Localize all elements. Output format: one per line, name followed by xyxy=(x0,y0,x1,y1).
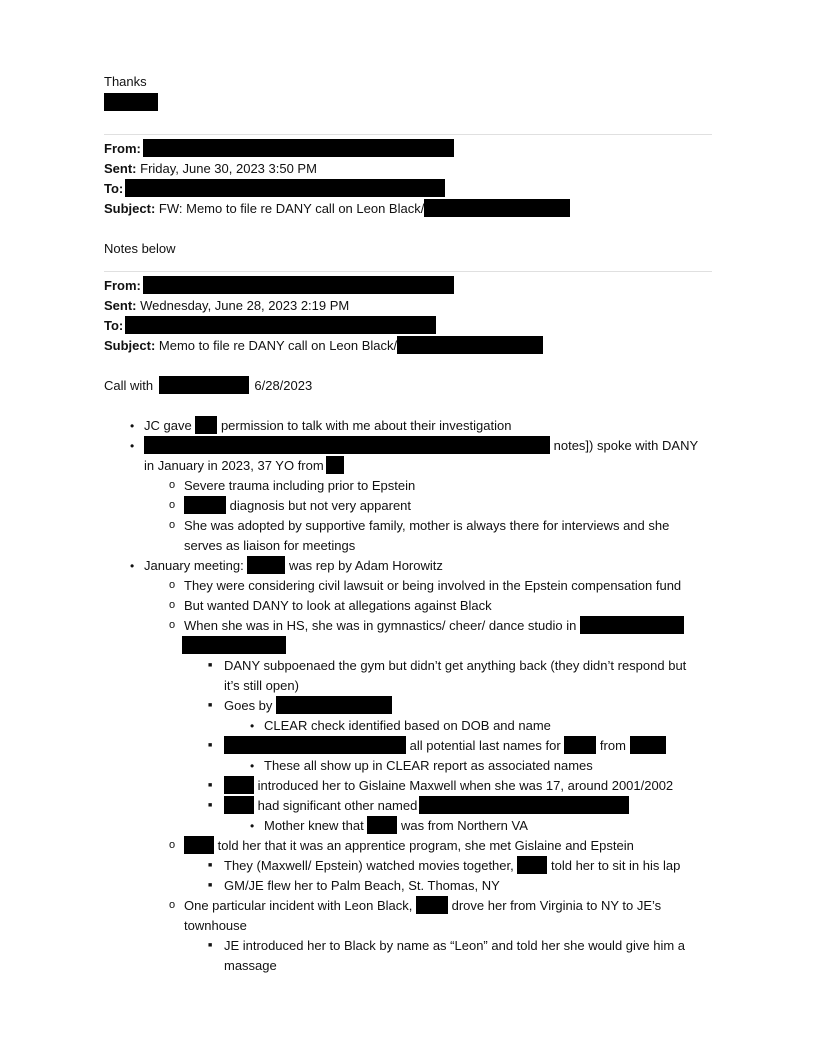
redaction xyxy=(144,436,550,454)
redaction xyxy=(184,496,226,514)
list-text: was rep by Adam Horowitz xyxy=(288,558,443,573)
list-item xyxy=(104,516,712,556)
list-item xyxy=(104,856,712,876)
list-item xyxy=(104,776,712,796)
redaction xyxy=(143,139,454,157)
list-text: was from Northern VA xyxy=(400,818,528,833)
sent-label: Sent: xyxy=(104,161,137,176)
to-label: To: xyxy=(104,181,124,196)
list-text: These all show up in CLEAR report as associated names xyxy=(264,758,593,773)
sent-value: Wednesday, June 28, 2023 2:19 PM xyxy=(140,298,350,313)
redaction xyxy=(517,856,547,874)
list-item xyxy=(104,416,712,436)
redaction xyxy=(182,636,286,654)
from-label: From: xyxy=(104,278,141,293)
email-body-text: Notes below xyxy=(104,241,176,256)
to-label: To: xyxy=(104,318,124,333)
redaction xyxy=(580,616,684,634)
list-text: They were considering civil lawsuit or being involved in the Epstein compensation fund xyxy=(184,578,682,593)
list-item xyxy=(104,696,712,716)
subject-label: Subject: xyxy=(104,201,156,216)
list-item xyxy=(104,816,712,836)
list-text: drove her from Virginia to NY to JE’s xyxy=(451,898,662,913)
list-item xyxy=(104,616,712,656)
list-text: She was adopted by supportive family, mother is always there for interviews and she xyxy=(184,518,670,533)
separator xyxy=(104,134,712,135)
redaction xyxy=(159,376,249,394)
list-item xyxy=(104,476,712,496)
email-header-2 xyxy=(104,276,712,356)
list-text: Goes by xyxy=(224,698,273,713)
redaction xyxy=(125,179,445,197)
list-text: Severe trauma including prior to Epstein xyxy=(184,478,416,493)
list-text: diagnosis but not very apparent xyxy=(229,498,412,513)
list-text: JE introduced her to Black by name as “Leon” and told her she would give him a xyxy=(224,938,686,953)
redaction xyxy=(247,556,285,574)
redaction xyxy=(397,336,543,354)
document-page xyxy=(104,72,712,976)
separator xyxy=(104,271,712,272)
subject-value: FW: Memo to file re DANY call on Leon Black/ xyxy=(158,201,425,216)
list-text: DANY subpoenaed the gym but didn’t get anything back (they didn’t respond but xyxy=(224,658,687,673)
list-text: from xyxy=(599,738,626,753)
redaction xyxy=(424,199,570,217)
list-item xyxy=(104,756,712,776)
list-text: told her that it was an apprentice program, she met Gislaine and Epstein xyxy=(217,838,634,853)
list-item xyxy=(104,836,712,856)
list-item xyxy=(104,436,712,476)
redaction xyxy=(143,276,454,294)
list-text: Mother knew that xyxy=(264,818,364,833)
list-text: told her to sit in his lap xyxy=(551,858,681,873)
list-item xyxy=(104,556,712,576)
list-text: notes]) spoke with DANY xyxy=(553,438,699,453)
redaction xyxy=(276,696,392,714)
redaction xyxy=(195,416,217,434)
call-with-line xyxy=(104,376,712,396)
redaction xyxy=(416,896,448,914)
list-text: GM/JE flew her to Palm Beach, St. Thomas, NY xyxy=(224,878,500,893)
list-item xyxy=(104,576,712,596)
list-item xyxy=(104,496,712,516)
list-item xyxy=(104,796,712,816)
list-text: CLEAR check identified based on DOB and name xyxy=(264,718,551,733)
list-text: One particular incident with Leon Black, xyxy=(184,898,413,913)
redaction xyxy=(419,796,629,814)
list-item xyxy=(104,936,712,976)
call-with-label: Call with xyxy=(104,378,154,393)
subject-value: Memo to file re DANY call on Leon Black/ xyxy=(158,338,398,353)
memo-notes-list xyxy=(104,416,712,976)
redaction xyxy=(326,456,344,474)
sent-label: Sent: xyxy=(104,298,137,313)
list-text: it’s still open) xyxy=(224,678,299,693)
list-item xyxy=(104,656,712,696)
list-text: But wanted DANY to look at allegations against Black xyxy=(184,598,492,613)
list-text: They (Maxwell/ Epstein) watched movies together, xyxy=(224,858,514,873)
list-text: townhouse xyxy=(184,918,247,933)
thanks-text: Thanks xyxy=(104,74,147,89)
list-text: all potential last names for xyxy=(409,738,561,753)
list-text: When she was in HS, she was in gymnastics/ cheer/ dance studio in xyxy=(184,618,577,633)
redaction xyxy=(367,816,397,834)
redaction xyxy=(184,836,214,854)
sent-value: Friday, June 30, 2023 3:50 PM xyxy=(140,161,317,176)
list-item xyxy=(104,736,712,756)
list-item xyxy=(104,716,712,736)
list-text: massage xyxy=(224,958,277,973)
email-header-1 xyxy=(104,139,712,219)
list-text: JC gave xyxy=(144,418,192,433)
from-label: From: xyxy=(104,141,141,156)
subject-label: Subject: xyxy=(104,338,156,353)
list-text: serves as liaison for meetings xyxy=(184,538,356,553)
list-text: January meeting: xyxy=(144,558,244,573)
redaction xyxy=(224,736,406,754)
redaction xyxy=(564,736,596,754)
list-text: permission to talk with me about their investigation xyxy=(220,418,512,433)
list-item xyxy=(104,896,712,936)
signature-redaction xyxy=(104,92,712,112)
call-date: 6/28/2023 xyxy=(254,378,313,393)
list-text: in January in 2023, 37 YO from xyxy=(144,458,324,473)
list-item xyxy=(104,876,712,896)
redaction xyxy=(125,316,436,334)
redaction xyxy=(224,776,254,794)
redaction xyxy=(630,736,666,754)
list-text: introduced her to Gislaine Maxwell when she was 17, around 2001/2002 xyxy=(257,778,674,793)
redaction xyxy=(224,796,254,814)
list-item xyxy=(104,596,712,616)
list-text: had significant other named xyxy=(257,798,418,813)
